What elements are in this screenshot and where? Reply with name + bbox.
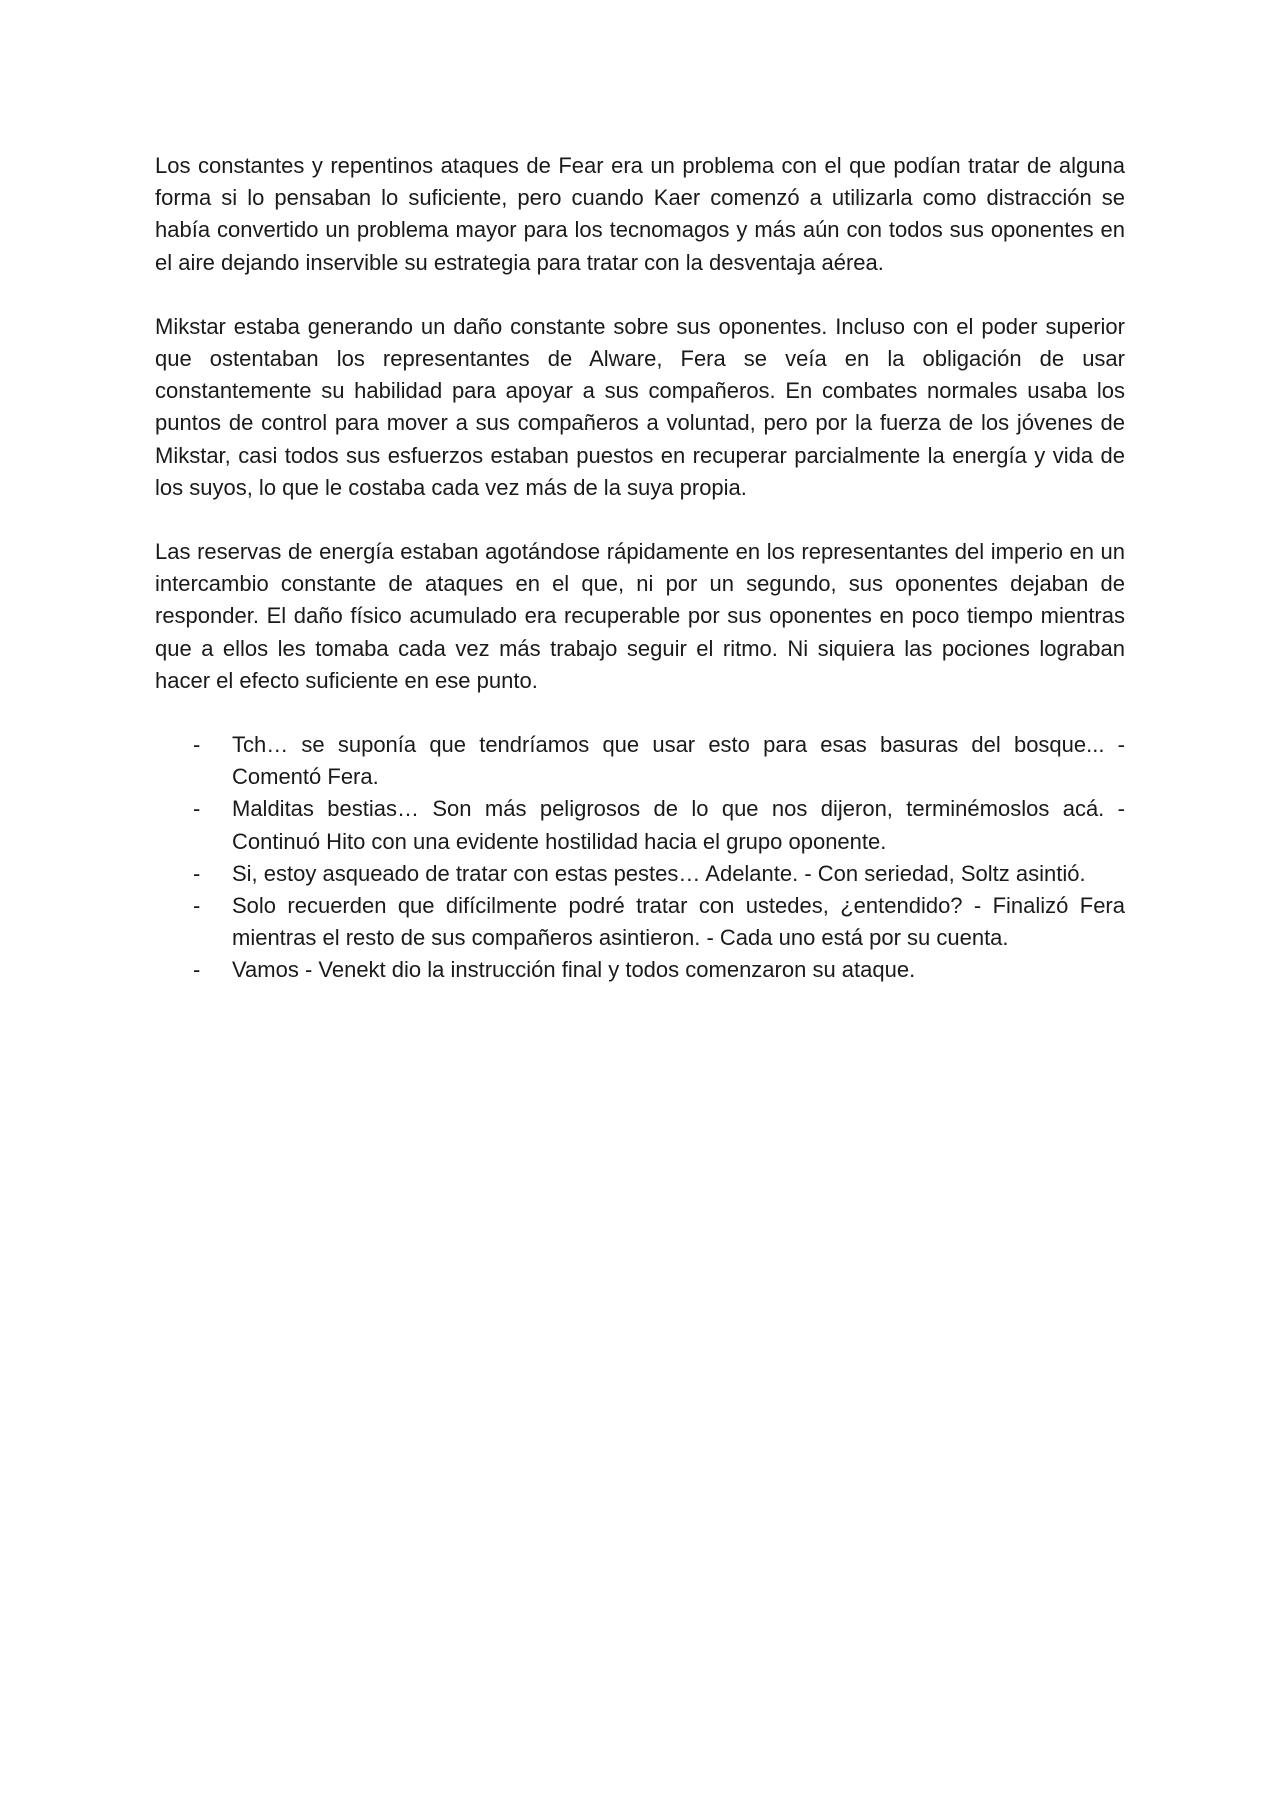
dialogue-list (155, 729, 1125, 987)
document-page (155, 150, 1125, 987)
dialogue-line (155, 858, 1125, 890)
dialogue-line (155, 793, 1125, 857)
dialogue-text: Malditas bestias… Son más peligrosos de lo que nos dijeron, terminémoslos acá. - Continuó Hito con una evidente hostilidad hacia el grupo oponente. (232, 796, 1125, 854)
paragraph-energy-reserves: Las reservas de energía estaban agotándose rápidamente en los representantes del imperio en un intercambio constante de ataques en el que, ni por un segundo, sus oponentes dejaban de responder. El daño físico acumulado era recuperable por sus oponentes en poco tiempo mientras que a ellos les tomaba cada vez más trabajo seguir el ritmo. Ni siquiera las pociones lograban hacer el efecto suficiente en ese punto. (155, 539, 1125, 693)
dialogue-dash: - (193, 732, 201, 758)
dialogue-line (155, 954, 1125, 986)
dialogue-dash: - (193, 893, 201, 919)
dialogue-line (155, 890, 1125, 954)
dialogue-line (155, 729, 1125, 793)
dialogue-dash: - (193, 796, 201, 822)
paragraph-mikstar-damage: Mikstar estaba generando un daño constante sobre sus oponentes. Incluso con el poder superior que ostentaban los representantes de Alware, Fera se veía en la obligación de usar constantemente su habilidad para apoyar a sus compañeros. En combates normales usaba los puntos de control para mover a sus compañeros a voluntad, pero por la fuerza de los jóvenes de Mikstar, casi todos sus esfuerzos estaban puestos en recuperar parcialmente la energía y vida de los suyos, lo que le costaba cada vez más de la suya propia. (155, 313, 1125, 500)
dialogue-text: Solo recuerden que difícilmente podré tratar con ustedes, ¿entendido? - Finalizó Fera mientras el resto de sus compañeros asintieron. - Cada uno está por su cuenta. (232, 893, 1125, 951)
dialogue-text: Si, estoy asqueado de tratar con estas pestes… Adelante. - Con seriedad, Soltz asintió. (232, 860, 1086, 886)
dialogue-text: Tch… se suponía que tendríamos que usar esto para esas basuras del bosque... - Comentó Fera. (232, 732, 1125, 790)
paragraph-fear-attacks: Los constantes y repentinos ataques de Fear era un problema con el que podían tratar de alguna forma si lo pensaban lo suficiente, pero cuando Kaer comenzó a utilizarla como distracción se había convertido un problema mayor para los tecnomagos y más aún con todos sus oponentes en el aire dejando inservible su estrategia para tratar con la desventaja aérea. (155, 153, 1125, 275)
dialogue-text: Vamos - Venekt dio la instrucción final y todos comenzaron su ataque. (232, 957, 916, 983)
dialogue-dash: - (193, 957, 201, 983)
dialogue-dash: - (193, 860, 201, 886)
